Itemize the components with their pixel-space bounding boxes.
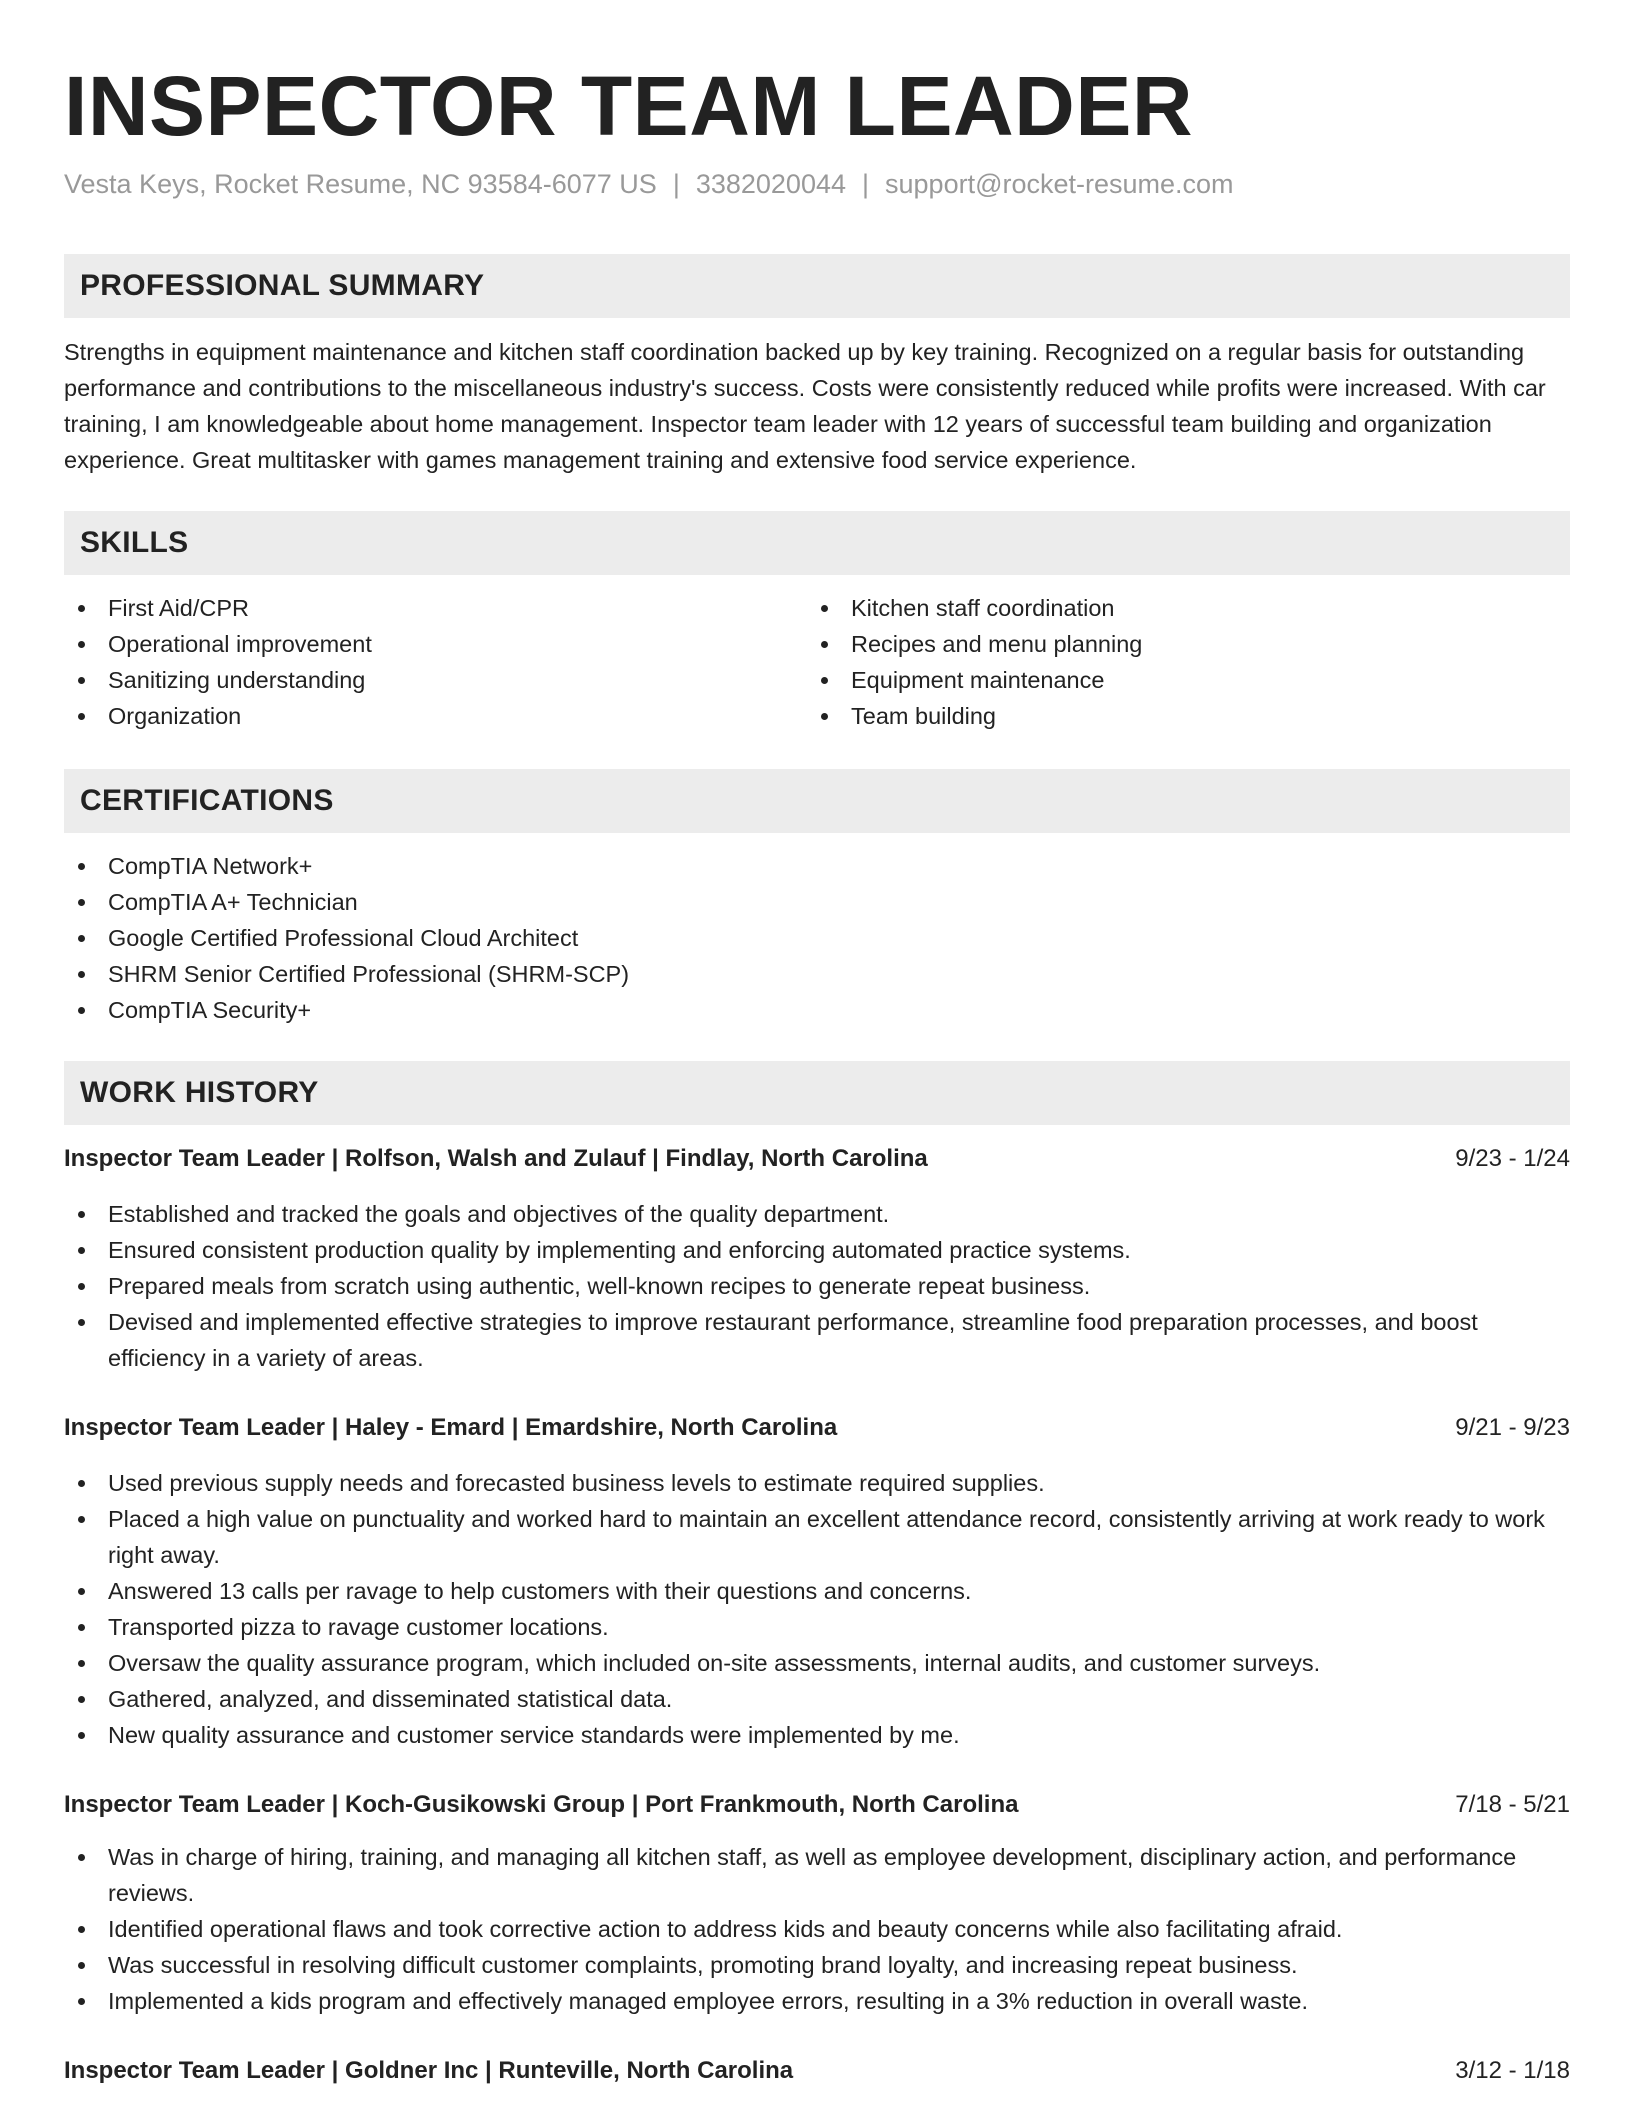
job-header <box>64 1410 1570 1446</box>
job-duties-list <box>64 1465 1570 1753</box>
contact-phone: 3382020044 <box>695 169 846 199</box>
contact-separator: | <box>862 169 870 199</box>
job-duty: Identified operational flaws and took corrective action to address kids and beauty concerns while also facilitating afraid. <box>64 1911 1570 1947</box>
job-duty: Established and tracked the goals and objectives of the quality department. <box>64 1196 1570 1232</box>
skills-list-right <box>807 590 1507 734</box>
skill-item: Equipment maintenance <box>807 662 1507 698</box>
summary-section-title: PROFESSIONAL SUMMARY <box>80 269 485 302</box>
job-duty: Answered 13 calls per ravage to help customers with their questions and concerns. <box>64 1573 1570 1609</box>
summary-text: Strengths in equipment maintenance and kitchen staff coordination backed up by key training. Recognized on a regular basis for outstanding performance and contributions to the miscellaneous industry's success. Costs were consistently reduced while profits were increased. With car training, I am knowledgeable about home management. Inspector team leader with 12 years of successful team building and organization experience. Great multitasker with games management training and extensive food service experience. <box>64 339 1546 473</box>
job-duty: Prepared meals from scratch using authentic, well-known recipes to generate repeat business. <box>64 1268 1570 1304</box>
skill-item: Recipes and menu planning <box>807 626 1507 662</box>
job-heading: Inspector Team Leader | Haley - Emard | Emardshire, North Carolina <box>64 1414 838 1441</box>
job-header <box>64 1787 1570 1823</box>
certification-item: CompTIA A+ Technician <box>64 884 1064 920</box>
job-header <box>64 1141 1570 1177</box>
job-duty: Placed a high value on punctuality and worked hard to maintain an excellent attendance record, consistently arriving at work ready to work right away. <box>64 1501 1570 1573</box>
job-dates: 7/18 - 5/21 <box>1455 1791 1570 1818</box>
job-duty: Oversaw the quality assurance program, which included on-site assessments, internal audits, and customer surveys. <box>64 1645 1570 1681</box>
skills-list-left <box>64 590 764 734</box>
job-heading: Inspector Team Leader | Rolfson, Walsh and Zulauf | Findlay, North Carolina <box>64 1145 928 1172</box>
job-duty: Ensured consistent production quality by implementing and enforcing automated practice systems. <box>64 1232 1570 1268</box>
contact-separator: | <box>672 169 680 199</box>
summary-section-header <box>64 254 1570 318</box>
skill-item: Kitchen staff coordination <box>807 590 1507 626</box>
job-header <box>64 2053 1570 2089</box>
certifications-section-header <box>64 769 1570 833</box>
certification-item: CompTIA Network+ <box>64 848 1064 884</box>
contact-address: Vesta Keys, Rocket Resume, NC 93584-6077 US <box>64 169 657 199</box>
skill-item: Operational improvement <box>64 626 764 662</box>
contact-email: support@rocket-resume.com <box>885 169 1234 199</box>
skill-item: Sanitizing understanding <box>64 662 764 698</box>
candidate-name: INSPECTOR TEAM LEADER <box>64 59 1194 153</box>
job-duty: Gathered, analyzed, and disseminated statistical data. <box>64 1681 1570 1717</box>
job-duties-list <box>64 1196 1570 1376</box>
job-duty: Used previous supply needs and forecasted business levels to estimate required supplies. <box>64 1465 1570 1501</box>
job-duty: Implemented a kids program and effectively managed employee errors, resulting in a 3% reduction in overall waste. <box>64 1983 1570 2019</box>
certifications-list <box>64 848 1064 1028</box>
job-duty: Transported pizza to ravage customer locations. <box>64 1609 1570 1645</box>
work-history-section-title: WORK HISTORY <box>80 1076 319 1109</box>
skill-item: First Aid/CPR <box>64 590 764 626</box>
certifications-section-title: CERTIFICATIONS <box>80 784 334 817</box>
job-duty: Devised and implemented effective strategies to improve restaurant performance, streamline food preparation processes, and boost efficiency in a variety of areas. <box>64 1304 1570 1376</box>
job-dates: 9/21 - 9/23 <box>1455 1414 1570 1441</box>
skills-section-header <box>64 511 1570 575</box>
certification-item: Google Certified Professional Cloud Architect <box>64 920 1064 956</box>
job-dates: 3/12 - 1/18 <box>1455 2057 1570 2084</box>
job-dates: 9/23 - 1/24 <box>1455 1145 1570 1172</box>
skills-section-title: SKILLS <box>80 526 189 559</box>
job-heading: Inspector Team Leader | Goldner Inc | Runteville, North Carolina <box>64 2057 794 2084</box>
work-history-section-header <box>64 1061 1570 1125</box>
job-duty: Was successful in resolving difficult customer complaints, promoting brand loyalty, and increasing repeat business. <box>64 1947 1570 1983</box>
job-duties-list <box>64 1839 1570 2019</box>
skill-item: Team building <box>807 698 1507 734</box>
job-heading: Inspector Team Leader | Koch-Gusikowski Group | Port Frankmouth, North Carolina <box>64 1791 1019 1818</box>
certification-item: SHRM Senior Certified Professional (SHRM-SCP) <box>64 956 1064 992</box>
contact-line <box>64 166 1234 202</box>
certification-item: CompTIA Security+ <box>64 992 1064 1028</box>
skill-item: Organization <box>64 698 764 734</box>
job-duty: Was in charge of hiring, training, and managing all kitchen staff, as well as employee development, disciplinary action, and performance reviews. <box>64 1839 1570 1911</box>
job-duty: New quality assurance and customer service standards were implemented by me. <box>64 1717 1570 1753</box>
